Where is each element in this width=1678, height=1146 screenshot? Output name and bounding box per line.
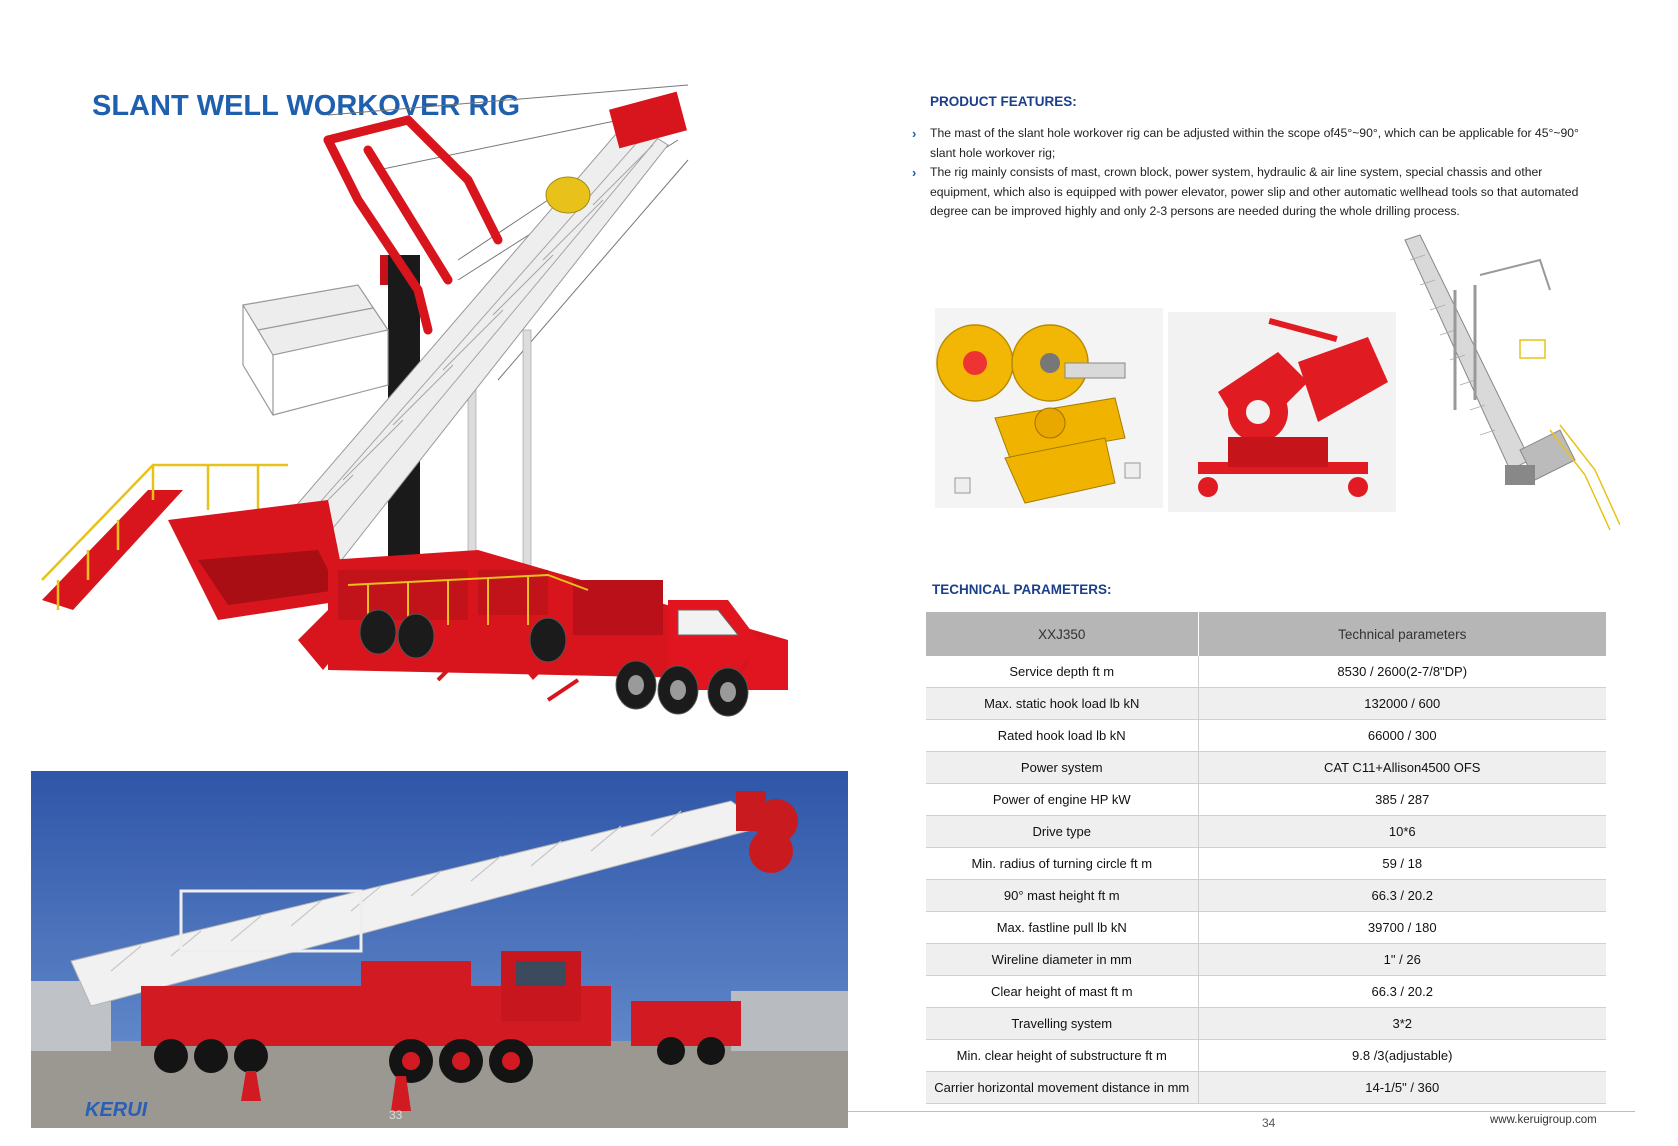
left-page-number: 33 bbox=[389, 1108, 403, 1122]
parameter-value-cell: CAT C11+Allison4500 OFS bbox=[1198, 752, 1606, 784]
parameter-value-cell: 14-1/5" / 360 bbox=[1198, 1072, 1606, 1104]
parameter-value-cell: 66.3 / 20.2 bbox=[1198, 880, 1606, 912]
power-tong-image bbox=[935, 308, 1163, 508]
parameter-value-cell: 8530 / 2600(2-7/8"DP) bbox=[1198, 656, 1606, 688]
footer-rule bbox=[848, 1111, 1635, 1112]
technical-parameters-table bbox=[926, 612, 1606, 1104]
table-row bbox=[926, 720, 1606, 752]
table-row bbox=[926, 1072, 1606, 1104]
parameters-header: Technical parameters bbox=[1198, 612, 1606, 656]
power-slip-image bbox=[1168, 312, 1396, 512]
product-features-heading: PRODUCT FEATURES: bbox=[930, 94, 1077, 109]
parameter-name-cell: Min. clear height of substructure ft m bbox=[926, 1040, 1198, 1072]
model-header: XXJ350 bbox=[926, 612, 1198, 656]
parameter-value-cell: 1" / 26 bbox=[1198, 944, 1606, 976]
parameter-name-cell: Carrier horizontal movement distance in mm bbox=[926, 1072, 1198, 1104]
table-row bbox=[926, 848, 1606, 880]
rig-side-view-image bbox=[1400, 230, 1620, 535]
feature-item bbox=[912, 163, 1582, 222]
feature-text: The mast of the slant hole workover rig can be adjusted within the scope of45°~90°, which can be applicable for 45°~90° slant hole workover rig; bbox=[930, 126, 1579, 160]
parameter-value-cell: 9.8 /3(adjustable) bbox=[1198, 1040, 1606, 1072]
parameter-name-cell: 90° mast height ft m bbox=[926, 880, 1198, 912]
table-row bbox=[926, 1040, 1606, 1072]
parameter-value-cell: 385 / 287 bbox=[1198, 784, 1606, 816]
parameter-name-cell: Rated hook load lb kN bbox=[926, 720, 1198, 752]
parameter-value-cell: 132000 / 600 bbox=[1198, 688, 1606, 720]
table-row bbox=[926, 976, 1606, 1008]
parameter-value-cell: 66000 / 300 bbox=[1198, 720, 1606, 752]
rig-render-illustration bbox=[28, 80, 858, 770]
table-header-row bbox=[926, 612, 1606, 656]
parameter-value-cell: 3*2 bbox=[1198, 1008, 1606, 1040]
parameter-name-cell: Power system bbox=[926, 752, 1198, 784]
chevron-right-icon: › bbox=[912, 126, 917, 141]
table-row bbox=[926, 912, 1606, 944]
table-row bbox=[926, 784, 1606, 816]
parameter-name-cell: Service depth ft m bbox=[926, 656, 1198, 688]
photo-brand-logo: KERUI bbox=[85, 1099, 148, 1121]
parameter-name-cell: Wireline diameter in mm bbox=[926, 944, 1198, 976]
technical-parameters-heading: TECHNICAL PARAMETERS: bbox=[932, 582, 1112, 597]
website-url: www.keruigroup.com bbox=[1490, 1114, 1597, 1126]
parameter-name-cell: Clear height of mast ft m bbox=[926, 976, 1198, 1008]
rig-photo bbox=[31, 771, 848, 1128]
right-page-number: 34 bbox=[1262, 1116, 1276, 1130]
chevron-right-icon: › bbox=[912, 165, 917, 180]
parameter-value-cell: 39700 / 180 bbox=[1198, 912, 1606, 944]
feature-text: The rig mainly consists of mast, crown block, power system, hydraulic & air line system, special chassis and other equipment, which also is equipped with power elevator, power slip and other automatic wellhead tools so that automated degree can be improved highly and only 2-3 persons are needed during the whole drilling process. bbox=[930, 165, 1579, 218]
parameter-name-cell: Min. radius of turning circle ft m bbox=[926, 848, 1198, 880]
parameter-name-cell: Max. static hook load lb kN bbox=[926, 688, 1198, 720]
parameter-name-cell: Power of engine HP kW bbox=[926, 784, 1198, 816]
product-features-list bbox=[912, 124, 1582, 222]
parameter-name-cell: Max. fastline pull lb kN bbox=[926, 912, 1198, 944]
parameter-name-cell: Drive type bbox=[926, 816, 1198, 848]
feature-item bbox=[912, 124, 1582, 163]
table-row bbox=[926, 880, 1606, 912]
table-row bbox=[926, 656, 1606, 688]
table-row bbox=[926, 1008, 1606, 1040]
table-row bbox=[926, 688, 1606, 720]
table-row bbox=[926, 816, 1606, 848]
parameter-value-cell: 59 / 18 bbox=[1198, 848, 1606, 880]
parameter-value-cell: 66.3 / 20.2 bbox=[1198, 976, 1606, 1008]
table-row bbox=[926, 944, 1606, 976]
parameter-name-cell: Travelling system bbox=[926, 1008, 1198, 1040]
page-title: SLANT WELL WORKOVER RIG bbox=[92, 90, 521, 122]
table-row bbox=[926, 752, 1606, 784]
parameter-value-cell: 10*6 bbox=[1198, 816, 1606, 848]
